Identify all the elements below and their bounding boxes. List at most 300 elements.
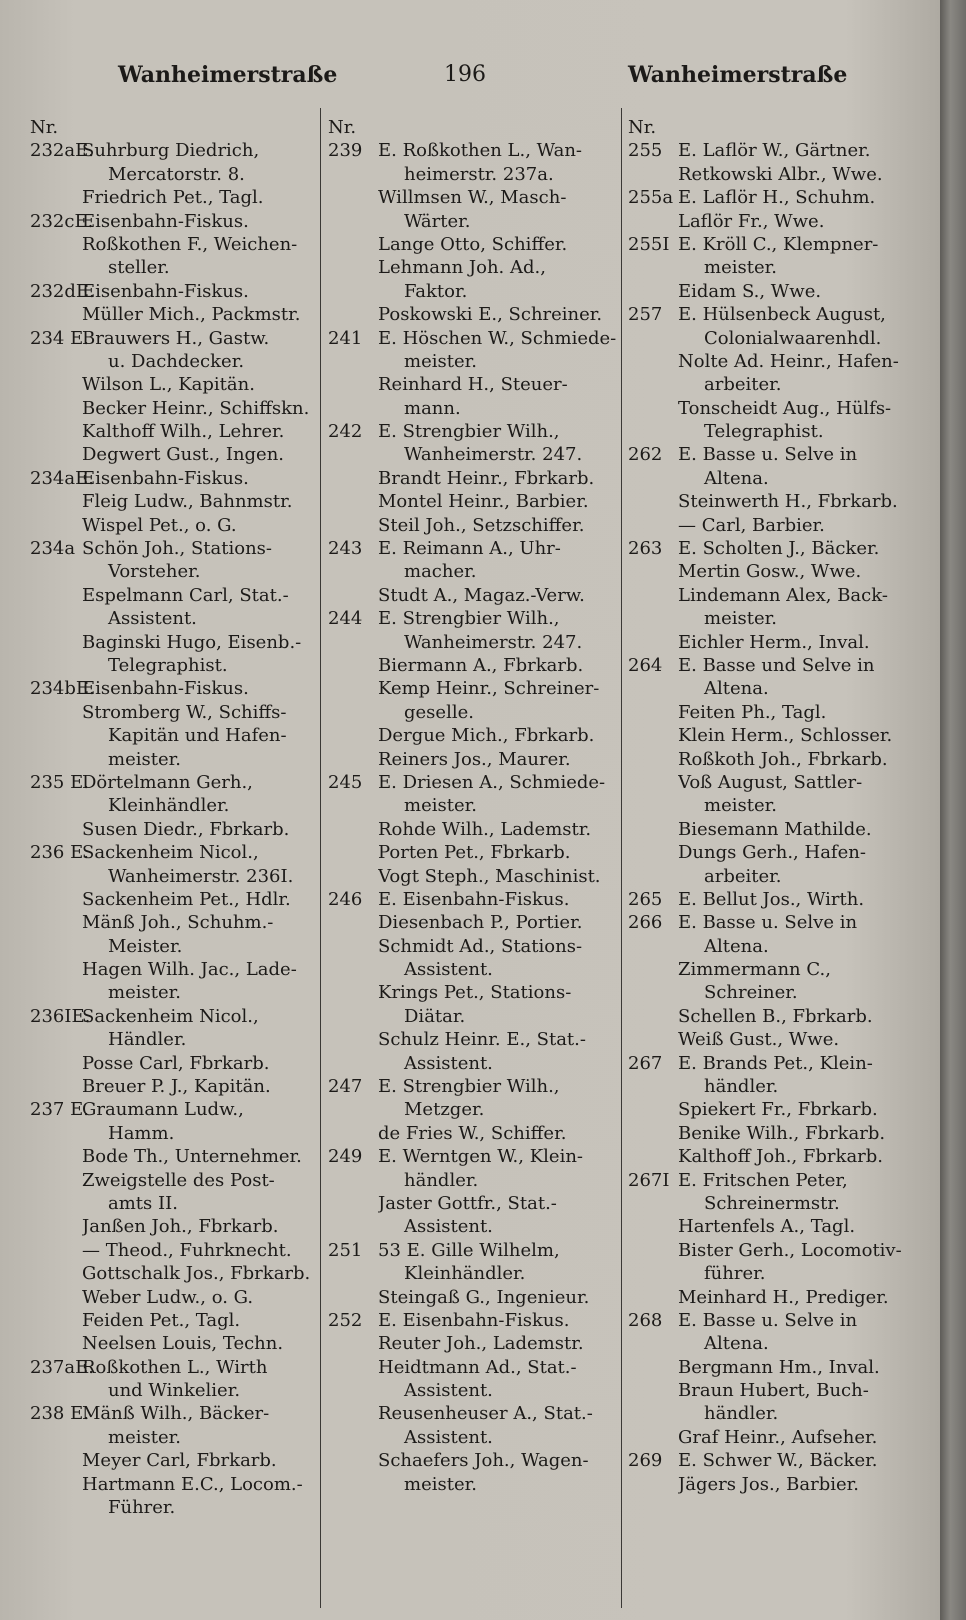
house-number — [30, 865, 82, 888]
house-number — [30, 256, 82, 279]
resident-entry: Eisenbahn-Fiskus. — [82, 280, 249, 302]
directory-line — [628, 1075, 913, 1098]
directory-line — [328, 888, 618, 911]
resident-entry: E. Basse und Selve in — [678, 654, 875, 676]
directory-line — [628, 186, 913, 209]
directory-line — [30, 350, 320, 373]
house-number — [628, 701, 678, 724]
directory-line — [628, 327, 913, 350]
resident-entry: Reusenheuser A., Stat.- — [378, 1403, 593, 1425]
house-number — [628, 210, 678, 233]
house-number — [30, 1075, 82, 1098]
house-number — [30, 1192, 82, 1215]
house-number: 234aE. — [30, 467, 94, 489]
resident-entry: E. Scholten J., Bäcker. — [678, 538, 880, 560]
house-number — [30, 1496, 82, 1519]
house-number — [328, 373, 378, 396]
directory-line — [30, 1215, 320, 1238]
directory-line — [628, 654, 913, 677]
directory-line — [328, 1075, 618, 1098]
directory-line — [328, 1332, 618, 1355]
house-number: 242 — [328, 421, 363, 443]
house-number — [328, 1356, 378, 1379]
house-number — [628, 584, 678, 607]
house-number: 255 — [628, 140, 663, 162]
house-number — [328, 724, 378, 747]
house-number — [328, 186, 378, 209]
directory-line — [628, 1215, 913, 1238]
directory-line — [30, 865, 320, 888]
house-number — [30, 1449, 82, 1472]
house-number — [628, 467, 678, 490]
directory-line — [30, 443, 320, 466]
house-number: 234 E. — [30, 327, 89, 349]
directory-line — [628, 607, 913, 630]
resident-entry: Steinwerth H., Fbrkarb. — [678, 491, 898, 513]
directory-line — [628, 981, 913, 1004]
directory-line — [30, 677, 320, 700]
resident-entry: arbeiter. — [704, 374, 782, 396]
resident-entry: Wispel Pet., o. G. — [82, 514, 237, 536]
directory-line — [328, 139, 618, 162]
directory-line — [628, 537, 913, 560]
directory-line — [628, 256, 913, 279]
directory-line — [628, 1005, 913, 1028]
house-number: 264 — [628, 654, 663, 676]
resident-entry: Zweigstelle des Post- — [82, 1169, 275, 1191]
house-number — [628, 1473, 678, 1496]
resident-entry: Telegraphist. — [704, 421, 824, 443]
directory-line — [328, 210, 618, 233]
directory-line — [30, 701, 320, 724]
resident-entry: E. Laflör W., Gärtner. — [678, 140, 871, 162]
house-number: 263 — [628, 538, 663, 560]
resident-entry: Nolte Ad. Heinr., Hafen- — [678, 350, 899, 372]
house-number: 247 — [328, 1076, 363, 1098]
house-number — [30, 1239, 82, 1262]
resident-entry: Vorsteher. — [108, 561, 201, 583]
house-number — [30, 443, 82, 466]
house-number — [328, 443, 378, 466]
directory-line — [30, 420, 320, 443]
house-number — [328, 794, 378, 817]
resident-entry: Sackenheim Nicol., — [82, 842, 259, 864]
resident-entry: Lehmann Joh. Ad., — [378, 257, 546, 279]
resident-entry: Baginski Hugo, Eisenb.- — [82, 631, 302, 653]
resident-entry: Biesemann Mathilde. — [678, 818, 872, 840]
house-number: 243 — [328, 538, 363, 560]
directory-line — [30, 1356, 320, 1379]
house-number: 234bE. — [30, 678, 95, 700]
house-number — [30, 888, 82, 911]
house-number: 235 E. — [30, 771, 89, 793]
resident-entry: Schön Joh., Stations- — [82, 538, 273, 560]
resident-entry: — Carl, Barbier. — [678, 514, 825, 536]
directory-line — [628, 1122, 913, 1145]
house-number: Nr. — [628, 117, 657, 138]
directory-line — [30, 935, 320, 958]
house-number — [328, 1262, 378, 1285]
directory-line — [628, 724, 913, 747]
directory-line — [328, 677, 618, 700]
house-number — [328, 1332, 378, 1355]
house-number — [30, 1262, 82, 1285]
house-number — [328, 958, 378, 981]
resident-entry: Steingaß G., Ingenieur. — [378, 1286, 590, 1308]
house-number: 232aE. — [30, 140, 94, 162]
directory-line — [328, 350, 618, 373]
house-number — [628, 1145, 678, 1168]
resident-entry: Klein Herm., Schlosser. — [678, 725, 893, 747]
resident-entry: Posse Carl, Fbrkarb. — [82, 1052, 270, 1074]
resident-entry: Steil Joh., Setzschiffer. — [378, 514, 585, 536]
directory-line — [628, 1426, 913, 1449]
resident-entry: Vogt Steph., Maschinist. — [378, 865, 601, 887]
resident-entry: Eichler Herm., Inval. — [678, 631, 870, 653]
house-number: 236IE. — [30, 1005, 91, 1027]
house-number — [328, 1122, 378, 1145]
resident-entry: E. Basse u. Selve in — [678, 444, 858, 466]
house-number — [628, 1356, 678, 1379]
directory-line — [30, 256, 320, 279]
house-number: 236 E. — [30, 842, 89, 864]
directory-line — [328, 841, 618, 864]
directory-line — [328, 865, 618, 888]
resident-entry: Mänß Wilh., Bäcker- — [82, 1403, 270, 1425]
directory-line — [628, 1145, 913, 1168]
house-number — [328, 1169, 378, 1192]
house-number — [30, 1028, 82, 1051]
directory-line — [328, 560, 618, 583]
house-number — [30, 584, 82, 607]
directory-line — [628, 210, 913, 233]
resident-entry: Biermann A., Fbrkarb. — [378, 654, 584, 676]
house-number — [328, 280, 378, 303]
column-divider — [320, 108, 321, 1608]
resident-entry: Heidtmann Ad., Stat.- — [378, 1356, 577, 1378]
house-number — [628, 1402, 678, 1425]
resident-entry: Metzger. — [404, 1099, 485, 1121]
directory-line — [628, 1098, 913, 1121]
house-number — [30, 233, 82, 256]
resident-entry: Mertin Gosw., Wwe. — [678, 561, 862, 583]
directory-line — [628, 420, 913, 443]
directory-line — [328, 701, 618, 724]
directory-line — [628, 771, 913, 794]
house-number: 232dE. — [30, 280, 95, 302]
house-number — [30, 514, 82, 537]
house-number — [328, 1473, 378, 1496]
resident-entry: Spiekert Fr., Fbrkarb. — [678, 1099, 878, 1121]
resident-entry: meister. — [404, 350, 477, 372]
directory-line — [328, 186, 618, 209]
directory-line — [628, 935, 913, 958]
house-number — [628, 350, 678, 373]
resident-entry: Fleig Ludw., Bahnmstr. — [82, 491, 293, 513]
resident-entry: händler. — [704, 1076, 779, 1098]
directory-line — [30, 490, 320, 513]
directory-line — [30, 1402, 320, 1425]
house-number: 255I — [628, 233, 670, 255]
directory-line — [30, 1052, 320, 1075]
directory-line — [328, 397, 618, 420]
resident-entry: Kalthoff Wilh., Lehrer. — [82, 421, 285, 443]
house-number — [30, 794, 82, 817]
resident-entry: Kleinhändler. — [404, 1263, 526, 1285]
house-number — [30, 631, 82, 654]
house-number — [328, 163, 378, 186]
resident-entry: E. Driesen A., Schmiede- — [378, 771, 606, 793]
house-number: 239 — [328, 140, 363, 162]
directory-line — [328, 443, 618, 466]
directory-line — [628, 280, 913, 303]
resident-entry: Altena. — [704, 1333, 769, 1355]
directory-line — [328, 420, 618, 443]
directory-line — [328, 1005, 618, 1028]
directory-line — [628, 303, 913, 326]
house-number: 246 — [328, 888, 363, 910]
house-number — [628, 256, 678, 279]
directory-line — [30, 537, 320, 560]
house-number — [328, 256, 378, 279]
directory-line — [628, 748, 913, 771]
directory-line — [328, 584, 618, 607]
resident-entry: Wärter. — [404, 210, 471, 232]
resident-entry: steller. — [108, 257, 170, 279]
directory-line — [328, 1309, 618, 1332]
directory-line — [328, 303, 618, 326]
house-number: 245 — [328, 771, 363, 793]
house-number — [328, 841, 378, 864]
resident-entry: Weiß Gust., Wwe. — [678, 1029, 840, 1051]
directory-line — [328, 1169, 618, 1192]
resident-entry: amts II. — [108, 1192, 178, 1214]
house-number — [328, 701, 378, 724]
house-number — [328, 981, 378, 1004]
directory-line — [328, 794, 618, 817]
house-number: Nr. — [30, 117, 59, 138]
resident-entry: Eidam S., Wwe. — [678, 280, 822, 302]
house-number — [30, 1473, 82, 1496]
directory-line — [628, 443, 913, 466]
resident-entry — [82, 116, 320, 139]
directory-line — [628, 584, 913, 607]
resident-entry: meister. — [108, 748, 181, 770]
directory-line — [328, 724, 618, 747]
directory-line — [328, 256, 618, 279]
house-number — [30, 1286, 82, 1309]
resident-entry: händler. — [404, 1169, 479, 1191]
directory-line — [328, 1426, 618, 1449]
house-number — [628, 1122, 678, 1145]
house-number — [628, 1028, 678, 1051]
resident-entry: Schreiner. — [704, 982, 798, 1004]
house-number — [328, 1098, 378, 1121]
resident-entry: Diätar. — [404, 1005, 466, 1027]
resident-entry: Kapitän und Hafen- — [108, 725, 287, 747]
resident-entry: meister. — [704, 795, 777, 817]
resident-entry: Brandt Heinr., Fbrkarb. — [378, 467, 595, 489]
directory-line — [30, 818, 320, 841]
house-number — [30, 1122, 82, 1145]
resident-entry: E. Hülsenbeck August, — [678, 304, 886, 326]
directory-line — [30, 280, 320, 303]
resident-entry: Bister Gerh., Locomotiv- — [678, 1239, 902, 1261]
directory-line — [30, 373, 320, 396]
house-number: 251 — [328, 1239, 363, 1261]
resident-entry: Graumann Ludw., — [82, 1099, 244, 1121]
resident-entry: Colonialwaarenhdl. — [704, 327, 882, 349]
resident-entry: 53 E. Gille Wilhelm, — [378, 1239, 560, 1261]
house-number — [628, 560, 678, 583]
directory-line — [30, 163, 320, 186]
resident-entry: Roßkothen F., Weichen- — [82, 233, 298, 255]
directory-line — [30, 1098, 320, 1121]
resident-entry: Meyer Carl, Fbrkarb. — [82, 1450, 277, 1472]
resident-entry: Bergmann Hm., Inval. — [678, 1356, 880, 1378]
directory-line — [30, 981, 320, 1004]
house-number — [628, 981, 678, 1004]
directory-line — [328, 467, 618, 490]
directory-line — [30, 397, 320, 420]
directory-line — [328, 1356, 618, 1379]
directory-line — [628, 1473, 913, 1496]
resident-entry: Dungs Gerh., Hafen- — [678, 842, 866, 864]
directory-line — [30, 958, 320, 981]
directory-line — [628, 1169, 913, 1192]
directory-line — [328, 1239, 618, 1262]
directory-line — [328, 490, 618, 513]
resident-entry: Faktor. — [404, 280, 468, 302]
house-number — [628, 327, 678, 350]
resident-entry: meister. — [108, 1426, 181, 1448]
resident-entry: meister. — [704, 257, 777, 279]
resident-entry: Schreinermstr. — [704, 1192, 840, 1214]
directory-line — [30, 116, 320, 139]
directory-line — [328, 163, 618, 186]
house-number — [30, 958, 82, 981]
resident-entry: Assistent. — [404, 1216, 493, 1238]
directory-line — [628, 233, 913, 256]
resident-entry: Janßen Joh., Fbrkarb. — [82, 1216, 279, 1238]
directory-line — [628, 794, 913, 817]
house-number: 262 — [628, 444, 663, 466]
resident-entry: E. Kröll C., Klempner- — [678, 233, 879, 255]
house-number — [30, 654, 82, 677]
house-number — [628, 1098, 678, 1121]
house-number — [30, 560, 82, 583]
resident-entry: Reuter Joh., Lademstr. — [378, 1333, 584, 1355]
resident-entry: E. Schwer W., Bäcker. — [678, 1450, 878, 1472]
resident-entry: Lindemann Alex, Back- — [678, 584, 888, 606]
house-number — [30, 1145, 82, 1168]
directory-line — [628, 1356, 913, 1379]
directory-line — [30, 1286, 320, 1309]
house-number — [628, 631, 678, 654]
house-number — [628, 958, 678, 981]
house-number — [30, 186, 82, 209]
directory-line — [30, 303, 320, 326]
resident-entry: Becker Heinr., Schiffskn. — [82, 397, 310, 419]
directory-line — [628, 958, 913, 981]
directory-line — [628, 1028, 913, 1051]
house-number: 269 — [628, 1450, 663, 1472]
resident-entry: Dörtelmann Gerh., — [82, 771, 253, 793]
resident-entry: Feiden Pet., Tagl. — [82, 1309, 241, 1331]
house-number — [328, 1052, 378, 1075]
directory-line — [30, 1262, 320, 1285]
house-number — [628, 1286, 678, 1309]
resident-entry: E. Laflör H., Schuhm. — [678, 187, 876, 209]
resident-entry: Sackenheim Nicol., — [82, 1005, 259, 1027]
house-number — [328, 865, 378, 888]
directory-line — [30, 1075, 320, 1098]
directory-line — [328, 818, 618, 841]
resident-entry: Neelsen Louis, Techn. — [82, 1333, 284, 1355]
directory-line — [30, 911, 320, 934]
resident-entry: Schmidt Ad., Stations- — [378, 935, 583, 957]
resident-entry: Müller Mich., Packmstr. — [82, 304, 301, 326]
house-number: 241 — [328, 327, 363, 349]
directory-line — [328, 1286, 618, 1309]
house-number — [30, 724, 82, 747]
resident-entry: Reiners Jos., Maurer. — [378, 748, 571, 770]
house-number — [328, 1215, 378, 1238]
resident-entry: E. Roßkothen L., Wan- — [378, 140, 582, 162]
resident-entry: Wilson L., Kapitän. — [82, 374, 255, 396]
house-number — [30, 818, 82, 841]
house-number — [328, 514, 378, 537]
directory-line — [628, 1402, 913, 1425]
resident-entry: de Fries W., Schiffer. — [378, 1122, 567, 1144]
directory-line — [628, 1379, 913, 1402]
house-number — [328, 677, 378, 700]
directory-line — [328, 771, 618, 794]
house-number — [628, 514, 678, 537]
directory-line — [328, 327, 618, 350]
resident-entry: arbeiter. — [704, 865, 782, 887]
directory-line — [628, 1239, 913, 1262]
resident-entry: E. Brands Pet., Klein- — [678, 1052, 873, 1074]
house-number — [30, 303, 82, 326]
resident-entry: Schaefers Joh., Wagen- — [378, 1450, 589, 1472]
directory-line — [628, 888, 913, 911]
house-number — [30, 490, 82, 513]
directory-line — [30, 1332, 320, 1355]
house-number — [628, 1332, 678, 1355]
directory-line — [30, 327, 320, 350]
resident-entry: Hamm. — [108, 1122, 175, 1144]
directory-line — [628, 1332, 913, 1355]
directory-line — [328, 981, 618, 1004]
resident-entry: Sackenheim Pet., Hdlr. — [82, 888, 291, 910]
resident-entry: Graf Heinr., Aufseher. — [678, 1426, 878, 1448]
resident-entry: Assistent. — [404, 1380, 493, 1402]
resident-entry: Assistent. — [404, 1426, 493, 1448]
resident-entry: macher. — [404, 561, 477, 583]
house-number — [328, 818, 378, 841]
directory-line — [328, 1473, 618, 1496]
resident-entry: Weber Ludw., o. G. — [82, 1286, 254, 1308]
directory-line — [328, 958, 618, 981]
house-number — [30, 607, 82, 630]
resident-entry: händler. — [704, 1403, 779, 1425]
resident-entry: Meinhard H., Prediger. — [678, 1286, 889, 1308]
directory-line — [30, 210, 320, 233]
resident-entry: mann. — [404, 397, 461, 419]
house-number — [30, 701, 82, 724]
house-number: 252 — [328, 1309, 363, 1331]
